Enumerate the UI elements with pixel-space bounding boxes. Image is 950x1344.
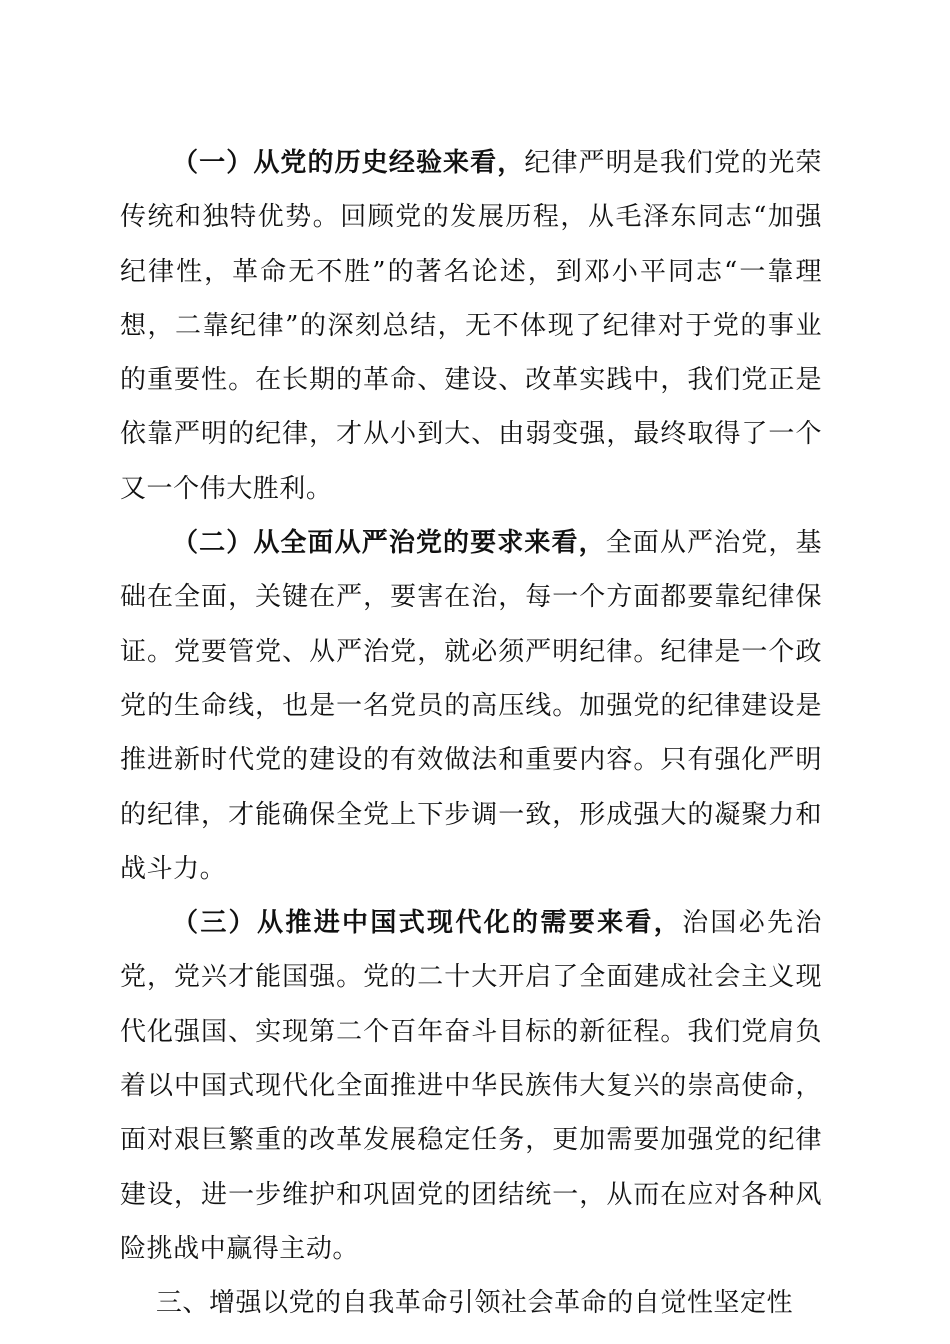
paragraph-lead: （一）从党的历史经验来看， [172,148,525,178]
paragraph-body: 全面从严治党，基础在全面，关键在严，要害在治，每一个方面都要靠纪律保证。党要管党、从严治党，就必须严明纪律。纪律是一个政党的生命线，也是一名党员的高压线。加强党的纪律建设是推进新时代党的建设的有效做法和重要内容。只有强化严明的纪律，才能确保全党上下步调一致，形成强大的凝聚力和战斗力。 [120,528,822,884]
paragraph-strict-governance [120,516,822,896]
section-heading: 三、增强以党的自我革命引领社会革命的自觉性坚定性 [155,1288,794,1319]
paragraph-modernization [120,896,822,1276]
document-page [120,136,822,1331]
paragraph-body: 治国必先治党，党兴才能国强。党的二十大开启了全面建成社会主义现代化强国、实现第二个百年奋斗目标的新征程。我们党肩负着以中国式现代化全面推进中华民族伟大复兴的崇高使命，面对艰巨繁重的改革发展稳定任务，更加需要加强党的纪律建设，进一步维护和巩固党的团结统一，从而在应对各种风险挑战中赢得主动。 [120,908,822,1264]
paragraph-lead: （二）从全面从严治党的要求来看， [172,528,606,559]
paragraph-historical-experience [120,136,822,516]
paragraph-body: 纪律严明是我们党的光荣传统和独特优势。回顾党的发展历程，从毛泽东同志“加强纪律性，革命无不胜”的著名论述，到邓小平同志“一靠理想，二靠纪律”的深刻总结，无不体现了纪律对于党的事业的重要性。在长期的革命、建设、改革实践中，我们党正是依靠严明的纪律，才从小到大、由弱变强，最终取得了一个又一个伟大胜利。 [120,148,822,504]
paragraph-lead: （三）从推进中国式现代化的需要来看， [172,908,683,939]
